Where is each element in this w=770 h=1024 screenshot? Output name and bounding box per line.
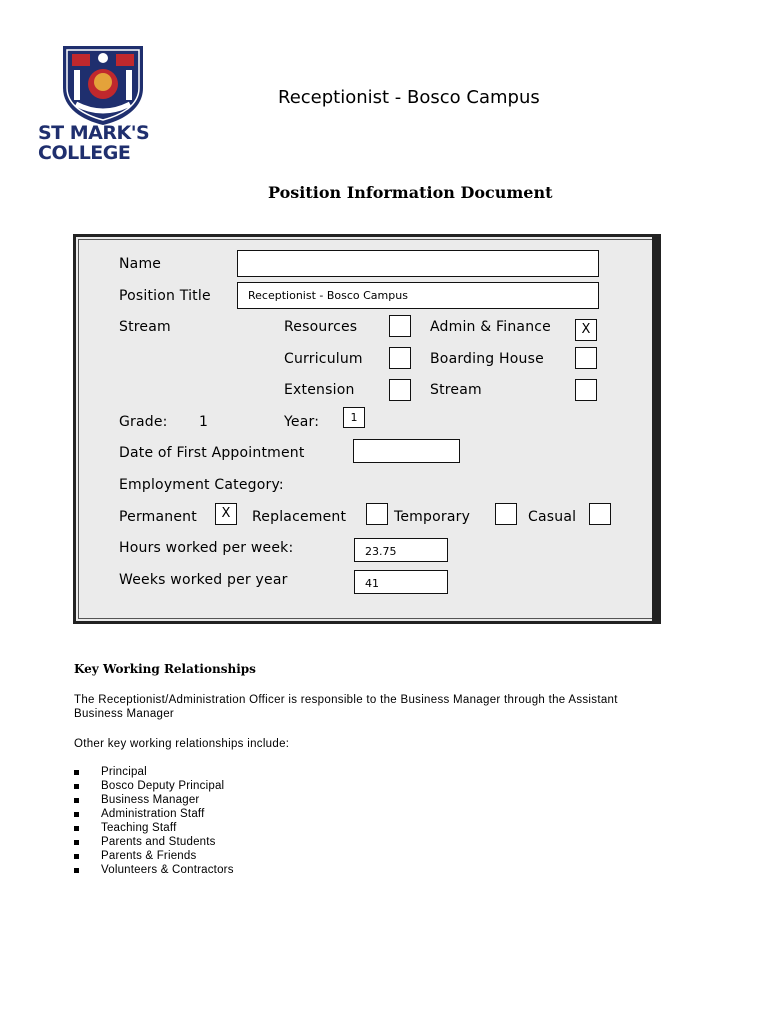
employment-category-label: Employment Category: [119,477,284,493]
list-item: Parents and Students [74,835,234,849]
year-label: Year: [284,414,320,430]
curriculum-label: Curriculum [284,351,363,367]
replacement-checkbox[interactable] [366,503,388,525]
name-field[interactable] [237,250,599,277]
replacement-label: Replacement [252,509,347,525]
logo-line-1: ST MARK'S [38,122,150,144]
extension-label: Extension [284,382,355,398]
hours-label: Hours worked per week: [119,540,294,556]
position-title-label: Position Title [119,288,211,304]
list-item: Parents & Friends [74,849,234,863]
stream-label: Stream [119,319,171,335]
hours-field[interactable] [354,538,448,562]
college-logo [38,42,150,166]
permanent-label: Permanent [119,509,197,525]
bullet-icon [74,784,79,789]
year-field[interactable]: 1 [343,407,365,428]
stream-option-label: Stream [430,382,482,398]
weeks-field[interactable] [354,570,448,594]
extension-checkbox[interactable] [389,379,411,401]
casual-checkbox[interactable] [589,503,611,525]
permanent-checkbox[interactable]: X [215,503,237,525]
temporary-label: Temporary [394,509,471,525]
curriculum-checkbox[interactable] [389,347,411,369]
hours-value: 23.75 [365,545,397,558]
grade-value: 1 [199,414,209,430]
boarding-house-checkbox[interactable] [575,347,597,369]
bullet-icon [74,812,79,817]
document-title: Receptionist - Bosco Campus [278,87,540,108]
casual-label: Casual [528,509,577,525]
position-form [73,234,661,624]
other-relationships-intro: Other key working relationships include: [74,738,290,750]
name-label: Name [119,256,162,272]
bullet-icon [74,854,79,859]
weeks-value: 41 [365,577,379,590]
bullet-icon [74,840,79,845]
list-item: Volunteers & Contractors [74,863,234,877]
bullet-icon [74,826,79,831]
key-relationships-heading: Key Working Relationships [74,662,256,676]
resources-checkbox[interactable] [389,315,411,337]
date-first-appointment-label: Date of First Appointment [119,445,305,461]
position-title-value: Receptionist - Bosco Campus [248,289,408,302]
resources-label: Resources [284,319,358,335]
date-first-appointment-field[interactable] [353,439,460,463]
bullet-icon [74,798,79,803]
responsibility-text-line2: Business Manager [74,708,175,720]
grade-label: Grade: [119,414,168,430]
crest-icon [58,42,148,126]
weeks-label: Weeks worked per year [119,572,288,588]
list-item: Principal [74,765,234,779]
list-item: Teaching Staff [74,821,234,835]
list-item: Administration Staff [74,807,234,821]
stream-option-checkbox[interactable] [575,379,597,401]
admin-finance-checkbox[interactable]: X [575,319,597,341]
bullet-icon [74,868,79,873]
logo-line-2: COLLEGE [38,142,131,164]
boarding-house-label: Boarding House [430,351,544,367]
section-title: Position Information Document [268,183,553,202]
temporary-checkbox[interactable] [495,503,517,525]
position-title-field[interactable] [237,282,599,309]
relationships-list [74,765,234,877]
list-item: Bosco Deputy Principal [74,779,234,793]
list-item: Business Manager [74,793,234,807]
responsibility-text-line1: The Receptionist/Administration Officer is responsible to the Business Manager through the Assistant [74,694,618,706]
admin-finance-label: Admin & Finance [430,319,551,335]
bullet-icon [74,770,79,775]
